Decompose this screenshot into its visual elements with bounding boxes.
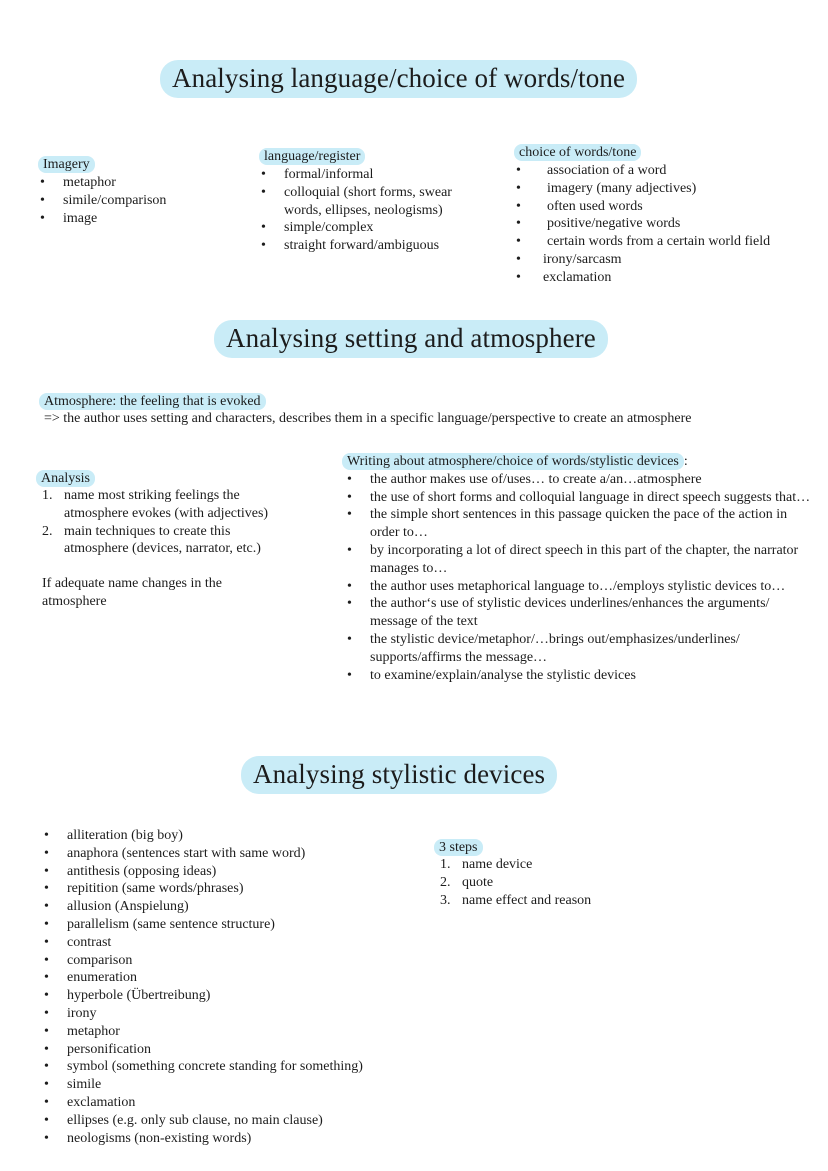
register-column bbox=[259, 147, 491, 255]
list-item: • simile bbox=[42, 1076, 412, 1094]
step-text: name device bbox=[462, 857, 533, 872]
list-item: • allusion (Anspielung) bbox=[42, 898, 412, 916]
register-heading: language/register bbox=[259, 148, 365, 165]
atmosphere-description: => the author uses setting and characters, describes them in a specific language/perspective to create an atmosphere bbox=[44, 411, 692, 426]
list-item: • the stylistic device/metaphor/…brings out/emphasizes/underlines/ supports/affirms the message… bbox=[345, 631, 812, 667]
list-item: • neologisms (non-existing words) bbox=[42, 1130, 412, 1148]
list-item: • personification bbox=[42, 1041, 412, 1059]
list-item bbox=[440, 892, 674, 910]
step-text: name effect and reason bbox=[462, 892, 592, 908]
list-item: • anaphora (sentences start with same word) bbox=[42, 845, 412, 863]
list-item: • association of a word bbox=[514, 162, 814, 180]
list-item: • contrast bbox=[42, 934, 412, 952]
list-item: • by incorporating a lot of direct speech in this part of the chapter, the narrator manages to… bbox=[345, 542, 812, 578]
list-item: • metaphor bbox=[42, 1023, 412, 1041]
imagery-heading: Imagery bbox=[38, 156, 95, 173]
list-item: • comparison bbox=[42, 952, 412, 970]
list-item: • straight forward/ambiguous bbox=[259, 237, 491, 255]
list-item bbox=[440, 874, 674, 892]
step-text: main techniques to create this atmosphere (devices, narrator, etc.) bbox=[64, 523, 261, 557]
register-list bbox=[259, 166, 491, 255]
list-item: • formal/informal bbox=[259, 166, 491, 184]
list-item: • certain words from a certain world field bbox=[514, 233, 814, 251]
list-item: • antithesis (opposing ideas) bbox=[42, 863, 412, 881]
section-title-language: Analysing language/choice of words/tone bbox=[160, 60, 637, 98]
list-item: • irony/sarcasm bbox=[514, 251, 814, 269]
list-item: • parallelism (same sentence structure) bbox=[42, 916, 412, 934]
three-steps-heading: 3 steps bbox=[434, 839, 483, 856]
list-item: • simple/complex bbox=[259, 219, 491, 237]
list-item: • the author makes use of/uses… to create a/an…atmosphere bbox=[345, 471, 812, 489]
tone-heading: choice of words/tone bbox=[514, 144, 641, 161]
list-item: • the author‘s use of stylistic devices underlines/enhances the arguments/ message of the text bbox=[345, 595, 812, 631]
list-item: • imagery (many adjectives) bbox=[514, 180, 814, 198]
list-item bbox=[42, 523, 296, 559]
list-item: • alliteration (big boy) bbox=[42, 827, 412, 845]
list-item: • to examine/explain/analyse the stylistic devices bbox=[345, 667, 812, 685]
list-item: • the simple short sentences in this passage quicken the pace of the action in order to… bbox=[345, 506, 812, 542]
list-item: • ellipses (e.g. only sub clause, no main clause) bbox=[42, 1112, 412, 1130]
list-item: • simile/comparison bbox=[38, 192, 238, 210]
list-item: • enumeration bbox=[42, 969, 412, 987]
analysis-note: If adequate name changes in the atmosphere bbox=[42, 576, 222, 609]
step-number: 3. bbox=[440, 892, 451, 908]
list-item: • repitition (same words/phrases) bbox=[42, 880, 412, 898]
list-item: • exclamation bbox=[514, 269, 814, 287]
imagery-column bbox=[38, 155, 238, 227]
list-item: • often used words bbox=[514, 198, 814, 216]
list-item bbox=[440, 856, 674, 874]
list-item: • hyperbole (Übertreibung) bbox=[42, 987, 412, 1005]
list-item: • positive/negative words bbox=[514, 215, 814, 233]
step-text: quote bbox=[462, 874, 494, 890]
section-title-devices: Analysing stylistic devices bbox=[241, 756, 557, 794]
writing-heading-colon: : bbox=[683, 454, 688, 469]
step-text: name most striking feelings the atmosphere evokes (with adjectives) bbox=[64, 488, 269, 521]
devices-list bbox=[42, 827, 412, 1147]
analysis-steps bbox=[36, 487, 296, 558]
analysis-block bbox=[36, 469, 296, 611]
three-steps-block bbox=[434, 838, 674, 909]
list-item: • image bbox=[38, 210, 238, 228]
list-item: • the use of short forms and colloquial language in direct speech suggests that… bbox=[345, 489, 812, 507]
analysis-heading: Analysis bbox=[36, 470, 95, 487]
list-item: • the author uses metaphorical language to…/employs stylistic devices to… bbox=[345, 578, 812, 596]
list-item: • colloquial (short forms, swear words, ellipses, neologisms) bbox=[259, 184, 491, 220]
atmosphere-block bbox=[39, 392, 809, 428]
imagery-list bbox=[38, 174, 238, 227]
tone-list bbox=[514, 162, 814, 287]
writing-phrases bbox=[342, 471, 812, 685]
list-item: • irony bbox=[42, 1005, 412, 1023]
writing-heading: Writing about atmosphere/choice of words/stylistic devices bbox=[342, 453, 684, 470]
list-item: • metaphor bbox=[38, 174, 238, 192]
writing-block bbox=[342, 453, 812, 684]
list-item: • symbol (something concrete standing for something) bbox=[42, 1058, 412, 1076]
step-number: 1. bbox=[42, 488, 53, 503]
list-item bbox=[42, 487, 296, 523]
step-number: 2. bbox=[42, 523, 53, 539]
step-number: 1. bbox=[440, 857, 451, 872]
list-item: • exclamation bbox=[42, 1094, 412, 1112]
atmosphere-heading: Atmosphere: the feeling that is evoked bbox=[39, 393, 266, 410]
three-steps-list bbox=[434, 856, 674, 909]
step-number: 2. bbox=[440, 874, 451, 890]
tone-column bbox=[514, 143, 814, 287]
section-title-setting: Analysing setting and atmosphere bbox=[214, 320, 608, 358]
